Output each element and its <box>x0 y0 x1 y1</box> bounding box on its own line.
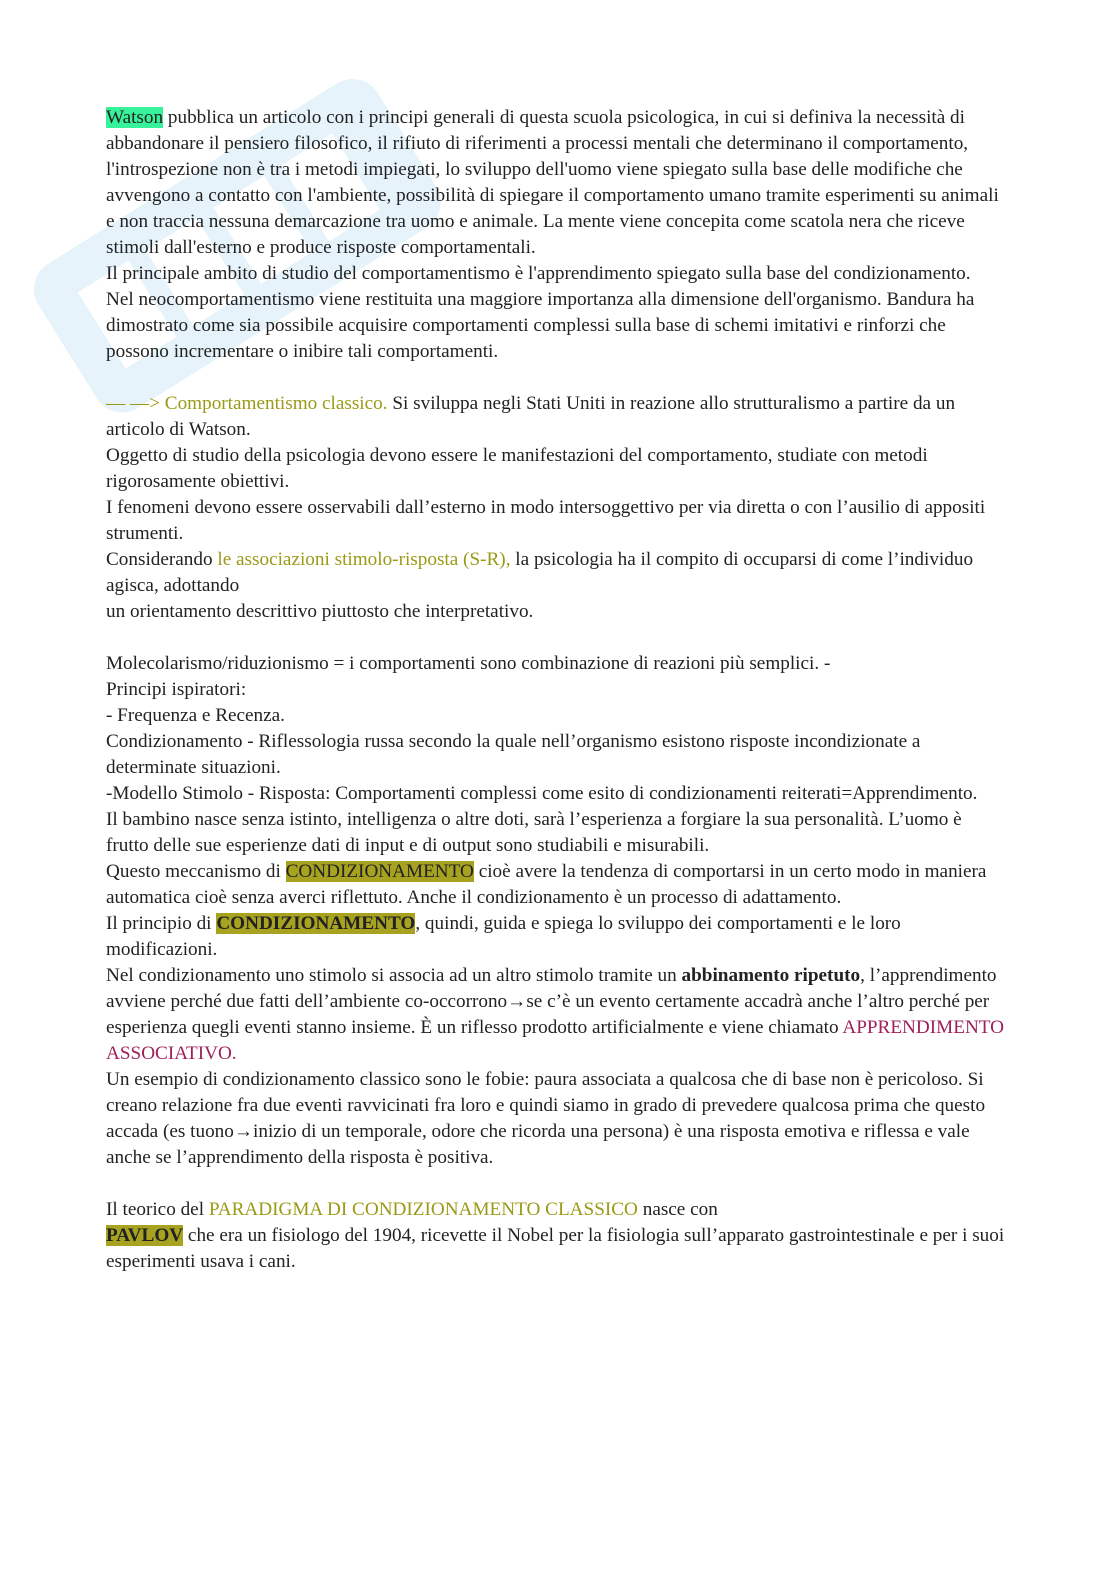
paragraph-fenomeni: I fenomeni devono essere osservabili dall’esterno in modo intersoggettivo per via diretta o con l’ausilio di appositi strumenti. <box>106 497 986 544</box>
paragraph-fobie: Un esempio di condizionamento classico sono le fobie: paura associata a qualcosa che di base non è pericoloso. Si creano relazione fra due eventi ravvicinati fra loro e quindi siamo in grado di prevedere qualcosa prima che questo accada (es tuono→inizio di un temporale, odore che ricorda una persona) è una risposta emotiva e riflessa e vale anche se l’apprendimento della risposta è positiva. <box>106 1069 986 1168</box>
paragraph-comportamentismo-classico: — —> Comportamentismo classico. Si sviluppa negli Stati Uniti in reazione allo strutturalismo a partire da un articolo di Watson. <box>106 393 956 440</box>
paragraph-molecolarismo: Molecolarismo/riduzionismo = i comportamenti sono combinazione di reazioni più semplici. - <box>106 653 831 674</box>
highlight-pavlov: PAVLOV <box>106 1225 184 1246</box>
paragraph-abbinamento: Nel condizionamento uno stimolo si associa ad un altro stimolo tramite un abbinamento ripetuto, l’apprendimento avviene perché due fatti dell’ambiente co-occorrono→se c’è un evento certamente accadrà anche l’altro perché per esperienza quegli eventi stanno insieme. È un riflesso prodotto artificialmente e viene chiamato APPRENDIMENTO ASSOCIATIVO. <box>106 965 1005 1064</box>
heading-comportamentismo-classico: — —> Comportamentismo classico. <box>106 393 388 414</box>
colored-associazioni: le associazioni stimolo-risposta (S-R), <box>217 549 511 570</box>
document-page <box>106 105 1006 1275</box>
paragraph-oggetto: Oggetto di studio della psicologia devono essere le manifestazioni del comportamento, studiate con metodi rigorosamente obiettivi. <box>106 445 928 492</box>
paragraph-bambino: Il bambino nasce senza istinto, intelligenza o altre doti, sarà l’esperienza a forgiare la sua personalità. L’uomo è frutto delle sue esperienze dati di input e di output sono studiabili e misurabili. <box>106 809 962 856</box>
colored-paradigma: PARADIGMA DI CONDIZIONAMENTO CLASSICO <box>208 1199 638 1220</box>
highlight-condizionamento-1: CONDIZIONAMENTO <box>285 861 474 882</box>
paragraph-neocomportamentismo: Nel neocomportamentismo viene restituita una maggiore importanza alla dimensione dell'organismo. Bandura ha dimostrato come sia possibile acquisire comportamenti complessi sulla base di schemi imitativi e rinforzi che possono incrementare o inibire tali comportamenti. <box>106 289 975 362</box>
paragraph-pavlov: PAVLOV che era un fisiologo del 1904, ricevette il Nobel per la fisiologia sull’apparato gastrointestinale e per i suoi esperimenti usava i cani. <box>106 1225 1005 1272</box>
paragraph-ambito: Il principale ambito di studio del comportamentismo è l'apprendimento spiegato sulla base del condizionamento. <box>106 263 971 284</box>
bold-abbinamento: abbinamento ripetuto <box>681 965 861 986</box>
paragraph-paradigma: Il teorico del PARADIGMA DI CONDIZIONAMENTO CLASSICO nasce con <box>106 1199 718 1220</box>
paragraph-riflessologia: Condizionamento - Riflessologia russa secondo la quale nell’organismo esistono risposte incondizionate a determinate situazioni. <box>106 731 921 778</box>
paragraph-meccanismo: Questo meccanismo di CONDIZIONAMENTO cioè avere la tendenza di comportarsi in un certo modo in maniera automatica cioè senza averci riflettuto. Anche il condizionamento è un processo di adattamento. <box>106 861 987 908</box>
paragraph-watson: Watson pubblica un articolo con i principi generali di questa scuola psicologica, in cui si definiva la necessità di abbandonare il pensiero filosofico, il rifiuto di riferimenti a processi mentali che determinano il comportamento, l'introspezione non è tra i metodi impiegati, lo sviluppo dell'uomo viene spiegato sulla base delle modifiche che avvengono a contatto con l'ambiente, possibilità di spiegare il comportamento umano tramite esperimenti su animali e non traccia nessuna demarcazione tra uomo e animale. La mente viene concepita come scatola nera che riceve stimoli dall'esterno e produce risposte comportamentali. <box>106 107 999 258</box>
paragraph-modello: -Modello Stimolo - Risposta: Comportamenti complessi come esito di condizionamenti reiterati=Apprendimento. <box>106 783 978 804</box>
paragraph-principi: Principi ispiratori: <box>106 679 247 700</box>
colored-apprendimento-associativo: APPRENDIMENTO ASSOCIATIVO. <box>106 1017 1005 1064</box>
paragraph-principio: Il principio di CONDIZIONAMENTO, quindi, guida e spiega lo sviluppo dei comportamenti e le loro modificazioni. <box>106 913 901 960</box>
highlight-condizionamento-2: CONDIZIONAMENTO <box>216 913 416 934</box>
paragraph-associazioni: Considerando le associazioni stimolo-risposta (S-R), la psicologia ha il compito di occuparsi di come l’individuo agisca, adottando <box>106 549 974 596</box>
highlight-watson: Watson <box>106 107 164 128</box>
paragraph-orientamento: un orientamento descrittivo piuttosto che interpretativo. <box>106 601 534 622</box>
paragraph-frequenza: - Frequenza e Recenza. <box>106 705 285 726</box>
